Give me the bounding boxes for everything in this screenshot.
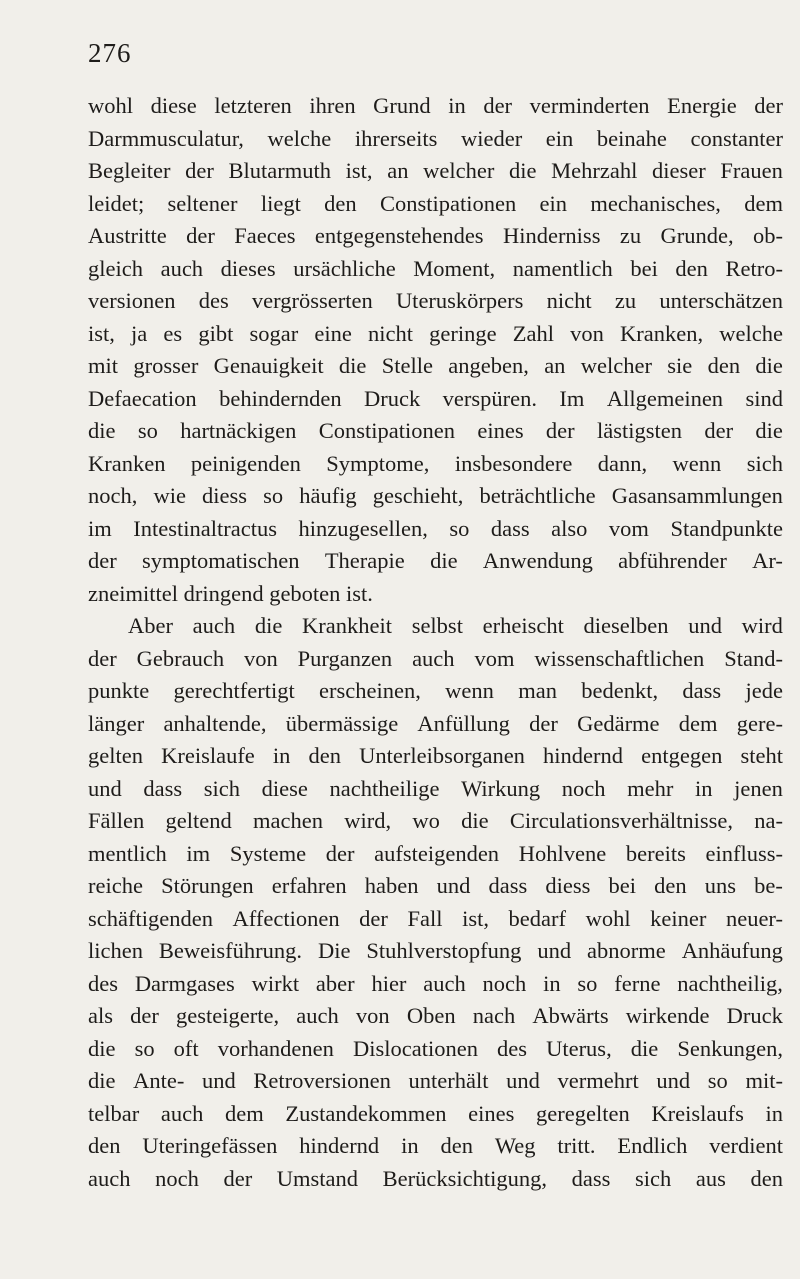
text-line: noch, wie diess so häufig geschieht, beträchtliche Gasansammlungen (88, 483, 783, 508)
text-line: den Uteringefässen hindernd in den Weg tritt. Endlich verdient (88, 1133, 783, 1158)
text-line: Aber auch die Krankheit selbst erheischt dieselben und wird (128, 613, 783, 638)
text-line: lichen Beweisführung. Die Stuhlverstopfung und abnorme Anhäufung (88, 938, 783, 963)
text-line: punkte gerechtfertigt erscheinen, wenn man bedenkt, dass jede (88, 678, 783, 703)
text-line: wohl diese letzteren ihren Grund in der verminderten Energie der (88, 93, 783, 118)
body-text (88, 90, 783, 1195)
text-line: telbar auch dem Zustandekommen eines geregelten Kreislaufs in (88, 1100, 783, 1126)
text-line: zneimittel dringend geboten ist. (88, 580, 373, 606)
text-line: gelten Kreislaufe in den Unterleibsorganen hindernd entgegen steht (88, 743, 783, 768)
text-line: mentlich im Systeme der aufsteigenden Hohlvene bereits einfluss- (88, 840, 783, 866)
text-line: leidet; seltener liegt den Constipationen ein mechanisches, dem (88, 190, 783, 216)
text-line: mit grosser Genauigkeit die Stelle angeben, an welcher sie den die (88, 353, 783, 378)
text-line: Kranken peinigenden Symptome, insbesondere dann, wenn sich (88, 450, 783, 476)
text-line: auch noch der Umstand Berücksichtigung, dass sich aus den (88, 1165, 783, 1191)
text-line: des Darmgases wirkt aber hier auch noch in so ferne nachtheilig, (88, 970, 783, 996)
text-line: ist, ja es gibt sogar eine nicht geringe Zahl von Kranken, welche (88, 320, 783, 346)
text-line: die so hartnäckigen Constipationen eines der lästigsten der die (88, 418, 783, 443)
text-line: versionen des vergrösserten Uteruskörpers nicht zu unterschätzen (88, 288, 783, 313)
text-line: Darmmusculatur, welche ihrerseits wieder ein beinahe constanter (88, 125, 783, 151)
text-line: der symptomatischen Therapie die Anwendung abführender Ar- (88, 548, 783, 573)
text-line: die so oft vorhandenen Dislocationen des Uterus, die Senkungen, (88, 1035, 783, 1061)
text-line: der Gebrauch von Purganzen auch vom wissenschaftlichen Stand- (88, 645, 783, 671)
text-line: als der gesteigerte, auch von Oben nach Abwärts wirkende Druck (88, 1003, 783, 1028)
text-line: schäftigenden Affectionen der Fall ist, bedarf wohl keiner neuer- (88, 905, 783, 931)
text-line: Fällen geltend machen wird, wo die Circulationsverhältnisse, na- (88, 808, 783, 833)
text-line: und dass sich diese nachtheilige Wirkung noch mehr in jenen (88, 775, 783, 801)
text-line: Austritte der Faeces entgegenstehendes Hinderniss zu Grunde, ob- (88, 223, 783, 248)
text-line: reiche Störungen erfahren haben und dass diess bei den uns be- (88, 873, 783, 898)
text-line: länger anhaltende, übermässige Anfüllung der Gedärme dem gere- (88, 710, 783, 736)
text-line: gleich auch dieses ursächliche Moment, namentlich bei den Retro- (88, 255, 783, 281)
text-line: die Ante- und Retroversionen unterhält und vermehrt und so mit- (88, 1068, 783, 1093)
text-line: Defaecation behindernden Druck verspüren. Im Allgemeinen sind (88, 385, 783, 411)
text-line: im Intestinaltractus hinzugesellen, so dass also vom Standpunkte (88, 515, 783, 541)
text-line: Begleiter der Blutarmuth ist, an welcher die Mehrzahl dieser Frauen (88, 158, 783, 183)
page-number: 276 (88, 38, 132, 68)
